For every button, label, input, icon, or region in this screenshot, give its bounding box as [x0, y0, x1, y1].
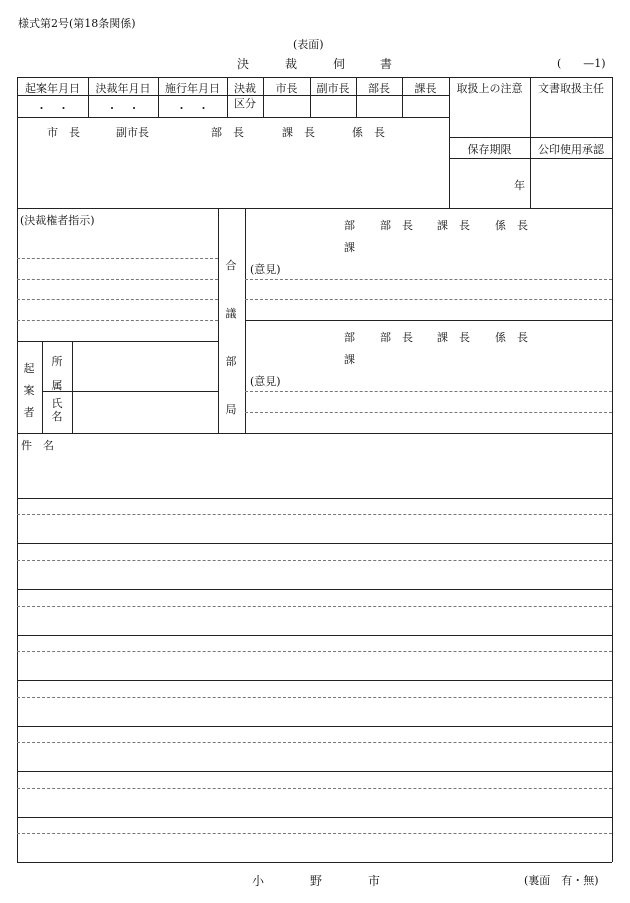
draft-date-field[interactable]: ・ ・ — [36, 102, 69, 115]
approver-section-chief: 課 長 — [282, 126, 315, 139]
page-title-char-4: 書 — [380, 57, 393, 71]
name-label: 氏 名 — [51, 397, 63, 423]
approver-director: 部 長 — [211, 126, 244, 139]
consultation-department-label: 合 議 部 局 — [225, 259, 237, 416]
consult2-subsection-chief: 係 長 — [495, 331, 528, 344]
city-char-3: 市 — [368, 874, 381, 888]
subject-field[interactable] — [60, 436, 610, 496]
drafter-label: 起 案 者 — [23, 362, 35, 419]
form-code: ( —1) — [557, 57, 606, 70]
document-officer-header: 文書取扱主任 — [538, 82, 604, 95]
city-char-2: 野 — [310, 874, 323, 888]
subject-label: 件 名 — [21, 439, 54, 452]
affiliation-label: 所 属 — [51, 355, 63, 392]
authority-instruction-label: (決裁権者指示) — [20, 214, 95, 227]
city-char-1: 小 — [252, 874, 265, 888]
consult1-director: 部 長 — [380, 219, 413, 232]
handling-notes-header: 取扱上の注意 — [456, 82, 523, 95]
decision-date-header: 決裁年月日 — [95, 82, 151, 95]
consult1-opinion-label: (意見) — [250, 263, 281, 276]
decision-date-field[interactable]: ・ ・ — [106, 102, 140, 115]
level-mayor: 市長 — [275, 82, 298, 95]
form-number: 様式第2号(第18条関係) — [18, 17, 136, 30]
page-title-char-3: 伺 — [333, 57, 346, 71]
level-section-chief: 課長 — [414, 82, 437, 95]
consult2-opinion-label: (意見) — [250, 375, 281, 388]
back-side-indicator: (裏面 有・無) — [524, 874, 599, 887]
consult2-director: 部 長 — [380, 331, 413, 344]
name-field[interactable] — [73, 392, 217, 432]
affiliation-field[interactable] — [73, 342, 217, 390]
consult1-section: 課 — [344, 241, 355, 254]
retention-period-header: 保存期限 — [467, 143, 512, 156]
page-title-char-1: 決 — [237, 57, 250, 71]
consult1-subsection-chief: 係 長 — [495, 219, 528, 232]
retention-year-unit: 年 — [514, 179, 525, 192]
level-director: 部長 — [368, 82, 390, 95]
approver-deputy-mayor: 副市長 — [116, 126, 149, 139]
page-side-label: (表面) — [293, 38, 324, 51]
consult2-section-chief: 課 長 — [437, 331, 470, 344]
enforcement-date-field[interactable]: ・ ・ — [176, 102, 209, 115]
consult2-section: 課 — [344, 353, 355, 366]
approver-subsection-chief: 係 長 — [352, 126, 385, 139]
consult2-department: 部 — [344, 331, 355, 344]
consult1-section-chief: 課 長 — [437, 219, 470, 232]
decision-type-header: 決裁 区分 — [234, 82, 256, 110]
enforcement-date-header: 施行年月日 — [165, 82, 220, 95]
seal-approval-header: 公印使用承認 — [538, 143, 604, 156]
consult1-department: 部 — [344, 219, 355, 232]
approver-mayor: 市 長 — [47, 126, 80, 139]
level-deputy-mayor: 副市長 — [316, 82, 350, 95]
page-title-char-2: 裁 — [285, 57, 298, 71]
draft-date-header: 起案年月日 — [25, 82, 80, 95]
